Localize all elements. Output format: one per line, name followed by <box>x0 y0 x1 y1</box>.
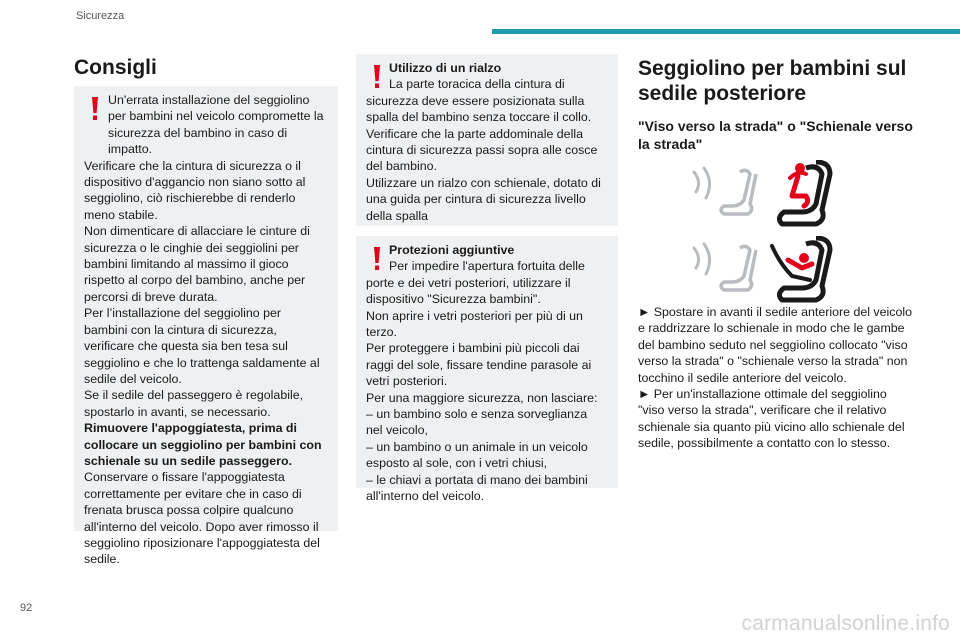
advice-paragraph: Conservare o fissare l'appoggiatesta correttamente per evitare che in caso di frenata brusca possa colpire qualcuno all'interno del veicolo. Dopo aver rimosso il seggiolino riposizionare l'appoggiatesta del sedile. <box>84 470 320 567</box>
protection-warning-box <box>356 236 618 504</box>
advice-paragraph: Verificare che la cintura di sicurezza o il dispositivo d'aggancio non siano sotto al seggiolino, ciò rischierebbe di renderlo meno stabile. <box>84 158 306 222</box>
protection-list-item: – le chiavi a portata di mano dei bambini all'interno del veicolo. <box>366 472 588 504</box>
header-accent-bar <box>492 29 960 34</box>
advice-bold-instruction: Rimuovere l'appoggiatesta, prima di collocare un seggiolino per bambini con schienale su un sedile passeggero. <box>84 421 322 468</box>
booster-warning-box <box>356 54 618 226</box>
exclamation-warning-icon <box>373 247 381 271</box>
exclamation-warning-icon <box>373 65 381 89</box>
forward-facing-child-seat-icon <box>680 160 840 232</box>
section-label: Sicurezza <box>76 10 125 22</box>
rear-facing-child-seat-icon <box>680 236 840 308</box>
protection-text: Per impedire l'apertura fortuita delle porte e dei vetri posteriori, utilizzare il dispositivo "Sicurezza bambini". <box>366 259 585 307</box>
booster-title: Utilizzo di un rialzo <box>389 61 502 75</box>
rear-seat-title: Seggiolino per bambini sul sedile posteriore <box>638 57 907 105</box>
seat-orientation-subtitle: "Viso verso la strada" o "Schienale verso la strada" <box>638 118 913 152</box>
page-number: 92 <box>20 602 33 614</box>
protection-title: Protezioni aggiuntive <box>389 243 515 257</box>
advice-paragraph: Non dimenticare di allacciare le cinture di sicurezza o le cinghie dei seggiolini per bambini limitando al massimo il gioco rispetto al corpo del bambino, anche per percorsi di breve durata. <box>84 224 310 304</box>
protection-text: Per una maggiore sicurezza, non lasciare: <box>366 390 598 405</box>
site-watermark: carmanualsonline.info <box>741 612 950 635</box>
protection-text: Per proteggere i bambini più piccoli dai raggi del sole, fissare tendine parasole ai vetri posteriori. <box>366 341 592 389</box>
advice-lead: Un'errata installazione del seggiolino per bambini nel veicolo compromette la sicurezza del bambino in caso di impatto. <box>108 93 324 157</box>
advice-paragraph: Per l’installazione del seggiolino per bambini con la cintura di sicurezza, verificare che questa sia ben tesa sul seggiolino e che lo trattenga saldamente al sedile del veicolo. <box>84 306 320 386</box>
advice-warning-box <box>74 86 338 567</box>
rear-seat-instructions <box>638 304 912 452</box>
instruction-bullet: ► Per un'installazione ottimale del seggiolino "viso verso la strada", verificare che il relativo schienale sia quanto più vicino allo schienale del sedile, possibilmente a contatto con lo stesso. <box>638 387 905 451</box>
advice-paragraph: Se il sedile del passeggero è regolabile, spostarlo in avanti, se necessario. <box>84 388 304 419</box>
booster-text: Verificare che la parte addominale della cintura di sicurezza passi sopra alle cosce del bambino. <box>366 126 598 174</box>
booster-text: Utilizzare un rialzo con schienale, dotato di una guida per cintura di sicurezza livello della spalla <box>366 175 601 223</box>
protection-list-item: – un bambino solo e senza sorveglianza nel veicolo, <box>366 407 588 438</box>
exclamation-warning-icon <box>91 97 99 121</box>
protection-list-item: – un bambino o un animale in un veicolo esposto al sole, con i vetri chiusi, <box>366 439 588 471</box>
protection-text: Non aprire i vetri posteriori per più di un terzo. <box>366 308 583 340</box>
advice-title: Consigli <box>74 56 157 79</box>
booster-text: La parte toracica della cintura di sicurezza deve essere posizionata sulla spalla del bambino senza toccare il collo. <box>366 77 592 125</box>
instruction-bullet: ► Spostare in avanti il sedile anteriore del veicolo e raddrizzare lo schienale in modo che le gambe del bambino seduto nel seggiolino collocato "viso verso la strada" o "schienale verso la strada" non tocchino il sedile anteriore del veicolo. <box>638 305 912 385</box>
